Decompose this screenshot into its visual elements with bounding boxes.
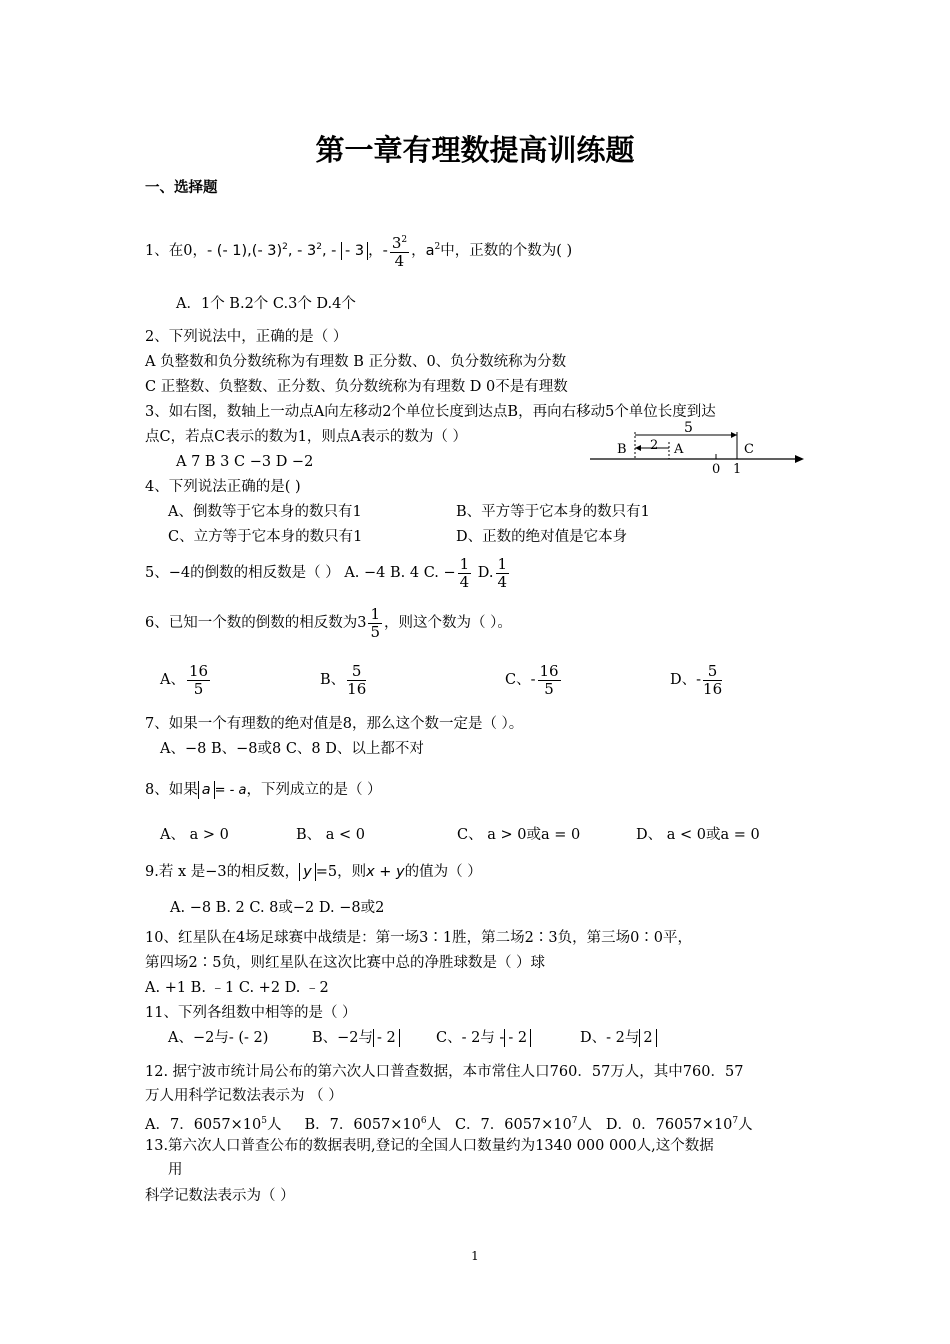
q7-stem: 7、如果一个有理数的绝对值是8，那么这个数一定是（ ）。 <box>145 716 524 732</box>
q1-options: A．1个 B.2个 C.3个 D.4个 <box>176 296 356 312</box>
q1-prefix: 1、在0， <box>145 242 207 259</box>
question-1: 1、在0，- (- 1),(- 3)$^2$, - $3^2$, - - 3 ，- $\frac{3^2}{4}$ ，$a^2$中，正数的个数为( ) <box>145 233 573 270</box>
q4-option-d: D、正数的绝对值是它本身 <box>456 529 628 545</box>
number-line-figure <box>585 418 810 476</box>
section-heading: 一、选择题 <box>145 180 218 196</box>
q6-option-d: D、- $\frac{5}{16}$ <box>670 661 723 698</box>
q9-abs: y <box>299 863 316 881</box>
q12-options: A．7．$6057\times 10^5$人 B．7．$6057\times 10^6$人 C．7．$6057\times 10^7$人 D．0．$76057\times 10^7$人 <box>145 1116 753 1133</box>
page-number: 1 <box>471 1249 479 1263</box>
question-9: 9.若 x 是−3的相反数， y =5，则x + y的值为（ ） <box>145 864 482 880</box>
q13-line1: 13.第六次人口普查公布的数据表明,登记的全国人口数量约为1340 000 000人,这个数据 <box>145 1138 714 1154</box>
label-A: A <box>674 442 684 457</box>
q4-option-c: C、立方等于它本身的数只有1 <box>168 529 363 545</box>
q7-options: A、−8 B、−8或8 C、8 D、以上都不对 <box>160 741 424 757</box>
label-B: B <box>617 442 627 457</box>
page-title: 第一章有理数提高训练题 <box>315 133 635 167</box>
q6-frac: $\frac{1}{5}$ <box>370 604 380 641</box>
q11-option-d: D、- 2与 2 <box>580 1028 657 1048</box>
q8-abs: a <box>198 781 215 799</box>
q10-line2: 第四场2∶5负，则红星队在这次比赛中总的净胜球数是（ ）球 <box>145 955 546 971</box>
q13-line3: 科学记数法表示为（ ） <box>145 1188 295 1204</box>
label-2: 2 <box>650 438 659 453</box>
question-6: 6、已知一个数的倒数的相反数为3 $\frac{1}{5}$ ，则这个数为（ ）。 <box>145 604 512 641</box>
q1-expr: - (- 1),(- 3)$^2$, - $3^2$, - - 3 ，- <box>206 242 388 259</box>
q6-option-c: C、- $\frac{16}{5}$ <box>505 661 559 698</box>
q2-line1: A 负整数和负分数统称为有理数 B 正分数、0、负分数统称为分数 <box>145 354 567 370</box>
q11-option-c: C、- 2与 - - 2 <box>436 1028 531 1048</box>
axis-arrow <box>795 455 804 463</box>
q8-option-a: A、 a > 0 <box>160 827 229 843</box>
q4-option-a: A、倒数等于它本身的数只有1 <box>168 504 362 520</box>
q1-fraction: $\frac{3^2}{4}$ <box>391 233 408 270</box>
q10-line1: 10、红星队在4场足球赛中战绩是：第一场3∶1胜，第二场2∶3负，第三场0∶0平， <box>145 930 693 946</box>
q11-option-a: A、−2与- (- 2) <box>168 1030 269 1046</box>
label-5: 5 <box>684 420 693 436</box>
q10-options: A. +1 B. ﹣1 C. +2 D. ﹣2 <box>145 980 329 996</box>
q12-line1: 12. 据宁波市统计局公布的第六次人口普查数据，本市常住人口760．57万人，其中760．57 <box>145 1064 744 1080</box>
q6-option-a: A、 $\frac{16}{5}$ <box>160 661 209 698</box>
q8-option-d: D、 a < 0或a = 0 <box>636 827 760 843</box>
q5-frac-d: $\frac{1}{4}$ <box>497 554 508 591</box>
q11-stem: 11、下列各组数中相等的是（ ） <box>145 1005 357 1021</box>
q8-option-c: C、 a > 0或a = 0 <box>457 827 581 843</box>
label-C: C <box>744 442 754 457</box>
q6-option-b: B、 $\frac{5}{16}$ <box>320 661 367 698</box>
q9-options: A. −8 B. 2 C. 8或−2 D. −8或2 <box>170 900 385 916</box>
q4-option-b: B、平方等于它本身的数只有1 <box>456 504 650 520</box>
q3-options: A 7 B 3 C −3 D −2 <box>176 454 314 470</box>
q2-stem: 2、下列说法中，正确的是（ ） <box>145 329 348 345</box>
q3-line2: 点C，若点C表示的数为1，则点A表示的数为（ ） <box>145 429 467 445</box>
q11-option-b: B、−2与 - 2 <box>312 1028 400 1048</box>
q8-option-b: B、 a < 0 <box>296 827 366 843</box>
label-1: 1 <box>733 462 742 476</box>
q4-stem: 4、下列说法正确的是( ) <box>145 479 301 495</box>
q13-line2: 用 <box>168 1162 183 1178</box>
q5-frac-c: $\frac{1}{4}$ <box>459 554 470 591</box>
question-8: 8、如果 a = - a，下列成立的是（ ） <box>145 782 382 798</box>
label-0: 0 <box>712 462 721 476</box>
q2-line2: C 正整数、负整数、正分数、负分数统称为有理数 D 0不是有理数 <box>145 379 568 395</box>
q12-line2: 万人用科学记数法表示为 （ ） <box>145 1088 343 1104</box>
q3-line1: 3、如右图，数轴上一动点A向左移动2个单位长度到达点B，再向右移动5个单位长度到达 <box>145 404 716 420</box>
q1-abs: - 3 <box>341 242 368 260</box>
question-5: 5、−4的倒数的相反数是（ ） A. −4 B. 4 C. − $\frac{1}{4}$ D. $\frac{1}{4}$ <box>145 554 508 591</box>
